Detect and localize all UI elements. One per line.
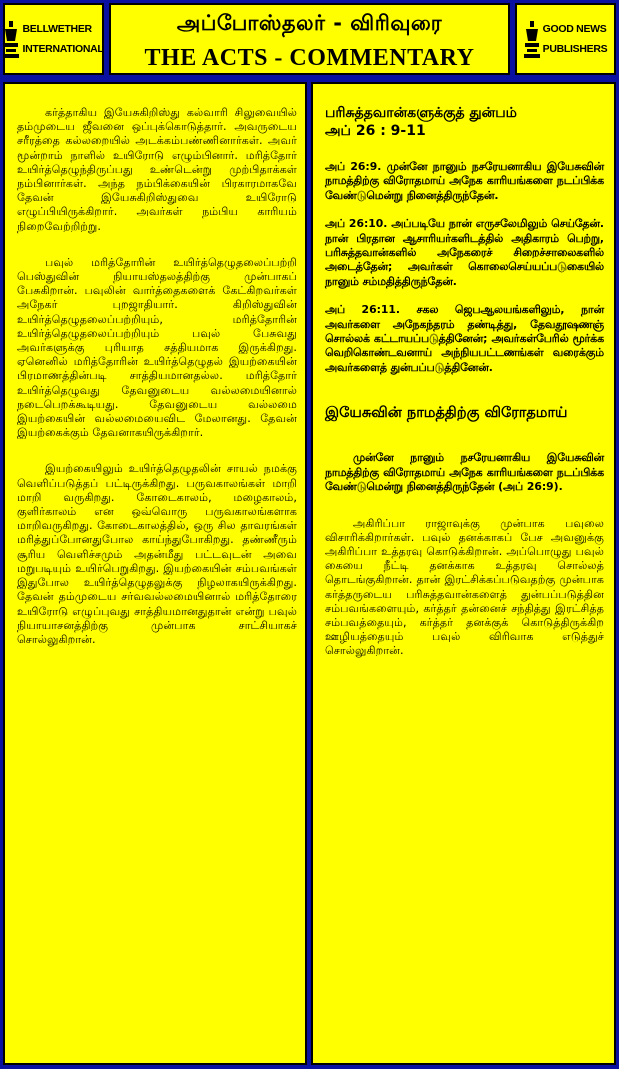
book-lamp-icon <box>524 19 540 59</box>
verse-26-11: அப் 26:11. சகல ஜெபஆலயங்களிலும், நான் அவர்களை அநேகந்தரம் தண்டித்து, தேவதூஷணஞ் சொல்லக் கட்டாயப்படுத்தினேன்; அவர்கள்பேரில் மூர்க்க வெறிகொண்டவனாய் அந்நியபட்டணங்கள் வரைக்கும் அவர்களைத் துன்பப்படுத்தினேன். <box>325 303 604 374</box>
book-lamp-icon <box>3 19 19 59</box>
right-logo-line1: GOOD NEWS <box>542 23 607 35</box>
right-column <box>311 82 616 1065</box>
left-paragraph-1: கர்த்தாகிய இயேசுகிறிஸ்து கல்வாரி சிலுவையில் தம்முடைய ஜீவனை ஒப்புக்கொடுத்தார். அவருடைய சரீரத்தை கல்லறையில் அடக்கம்பண்ணினார்கள். அவர் மூன்றாம் நாளில் உயிரோடு எழும்பினார். மரித்தோர் உயிர்த்தெழுந்திருப்பது உண்டென்று முற்பிதாக்கள் நம்பினார்கள். அந்த நம்பிக்கையின் பிரகாரமாகவே தேவன் இயேசுகிறிஸ்துவை உயிரோடு எழுப்பியிருக்கிறார். அவர்கள் நம்பிய காரியம் நிறைவேற்றிற்று. <box>17 106 297 233</box>
title-box <box>109 3 510 75</box>
section-heading <box>325 104 604 140</box>
left-column <box>3 82 307 1065</box>
verse-26-10: அப் 26:10. அப்படியே நான் எருசலேமிலும் செய்தேன். நான் பிரதான ஆசாரியர்களிடத்தில் அதிகாரம் பெற்று, பரிசுத்தவான்களில் அநேகரைச் சிறைச்சாலைகளில் அடைத்தேன்; அவர்கள் கொலைசெய்யப்படுகையில் நானும் சம்மதித்திருந்தேன். <box>325 217 604 288</box>
subheading: இயேசுவின் நாமத்திற்கு விரோதமாய் <box>325 405 568 422</box>
left-paragraph-2: பவுல் மரித்தோரின் உயிர்த்தெழுதலைப்பற்றி பெஸ்துவின் நியாயஸ்தலத்திற்கு முன்பாகப் பேசுகிறான். பவுலின் வார்த்தைகளைக் கேட்கிறவர்கள் அநேகர் புறஜாதியார். கிறிஸ்துவின் உயிர்த்தெழுதலைப்பற்றியும், மரித்தோரின் உயிர்த்தெழுதலைப்பற்றியும் பவுல் பேசுவது அவர்களுக்கு புரியாத சத்தியமாக இருக்கிறது. ஏனெனில் மரித்தோரின் உயிர்த்தெழுதல் இயற்கையின் பிரமாணத்தின்படி சாத்தியமானதல்ல. மரித்தோர் உயிர்த்தெழுவது தேவனுடைய வல்லமையினால் நடைபெறக்கூடியது. தேவனுடைய வல்லமை இயற்கையின் வல்லமையைவிட மேலானது. தேவன் இயற்கைக்கும் தேவனாகயிருக்கிறார். <box>17 255 297 440</box>
section-heading-title: பரிசுத்தவான்களுக்குத் துன்பம் <box>325 105 517 121</box>
right-paragraph: அகிரிப்பா ராஜாவுக்கு முன்பாக பவுலை விசாரிக்கிறார்கள். பவுல் தனக்காகப் பேச அவனுக்கு அகிரிப்பா உத்தரவு கொடுக்கிறான். அப்பொழுது பவுல் கையை நீட்டி தனக்காக உத்தரவு சொல்லத் தொடங்குகிறான். தான் இரட்சிக்கப்படுவதற்கு முன்பாக கர்த்தருடைய பரிசுத்தவான்களைத் துன்பப்படுத்தின சம்பவங்களையும், கர்த்தர் தன்னைச் சந்தித்து இரட்சித்த சம்பவத்தையும், கர்த்தர் தனக்குக் கொடுத்திருக்கிற ஊழியத்தையும் பவுல் விரிவாக எடுத்துச் சொல்லுகிறான். <box>325 516 604 658</box>
bellwether-logo <box>3 3 104 75</box>
right-logo-line2: PUBLISHERS <box>542 43 608 55</box>
left-logo-line1: BELLWETHER <box>22 23 92 35</box>
verse-26-9: அப் 26:9. முன்னே நானும் நசரேயனாகிய இயேசுவின் நாமத்திற்கு விரோதமாய் அநேக காரியங்களை நடப்பிக்க வேண்டுமென்று நினைத்திருந்தேன். <box>325 160 604 202</box>
title-english: THE ACTS - COMMENTARY <box>144 45 475 71</box>
left-paragraph-3: இயற்கையிலும் உயிர்த்தெழுதலின் சாயல் நமக்கு வெளிப்படுத்தப் பட்டிருக்கிறது. பருவகாலங்கள் மாறி மாறி வருகிறது. கோடைகாலம், மழைகாலம், குளிர்காலம் என ஒவ்வொரு பருவகாலங்களாக மாறிவருகிறது. கோடைகாலத்தில், ஒரு சில தாவரங்கள் மரித்துப்போனதுபோல காய்ந்துபோகிறது. தண்ணீரும் சூரிய வெளிச்சமும் அதன்மீது பட்டவுடன் அவை மறுபடியும் உயிர்பெறுகிறது. இயற்கையின் சம்பவங்கள் இதுபோல உயிர்த்தெழுதலுக்கு நிழலாகயிருக்கிறது. தேவன் தம்முடைய சர்வவல்லமையினால் மரித்தோரை உயிரோடு எழுப்புவது சாத்தியமானதுதான் என்று பவுல் நியாயாசனத்திற்கு முன்பாக சாட்சியாகச் சொல்லுகிறான். <box>17 462 297 646</box>
quoted-verse-paragraph: முன்னே நானும் நசரேயனாகிய இயேசுவின் நாமத்திற்கு விரோதமாய் அநேக காரியங்களை நடப்பிக்க வேண்டுமென்று நினைத்திருந்தேன் (அப் 26:9). <box>325 451 604 494</box>
left-logo-line2: INTERNATIONAL <box>22 43 104 55</box>
page-header <box>0 0 619 80</box>
title-tamil: அப்போஸ்தலர் - விரிவுரை <box>176 11 443 35</box>
good-news-logo <box>515 3 616 75</box>
section-heading-reference: அப் 26 : 9-11 <box>325 123 426 139</box>
